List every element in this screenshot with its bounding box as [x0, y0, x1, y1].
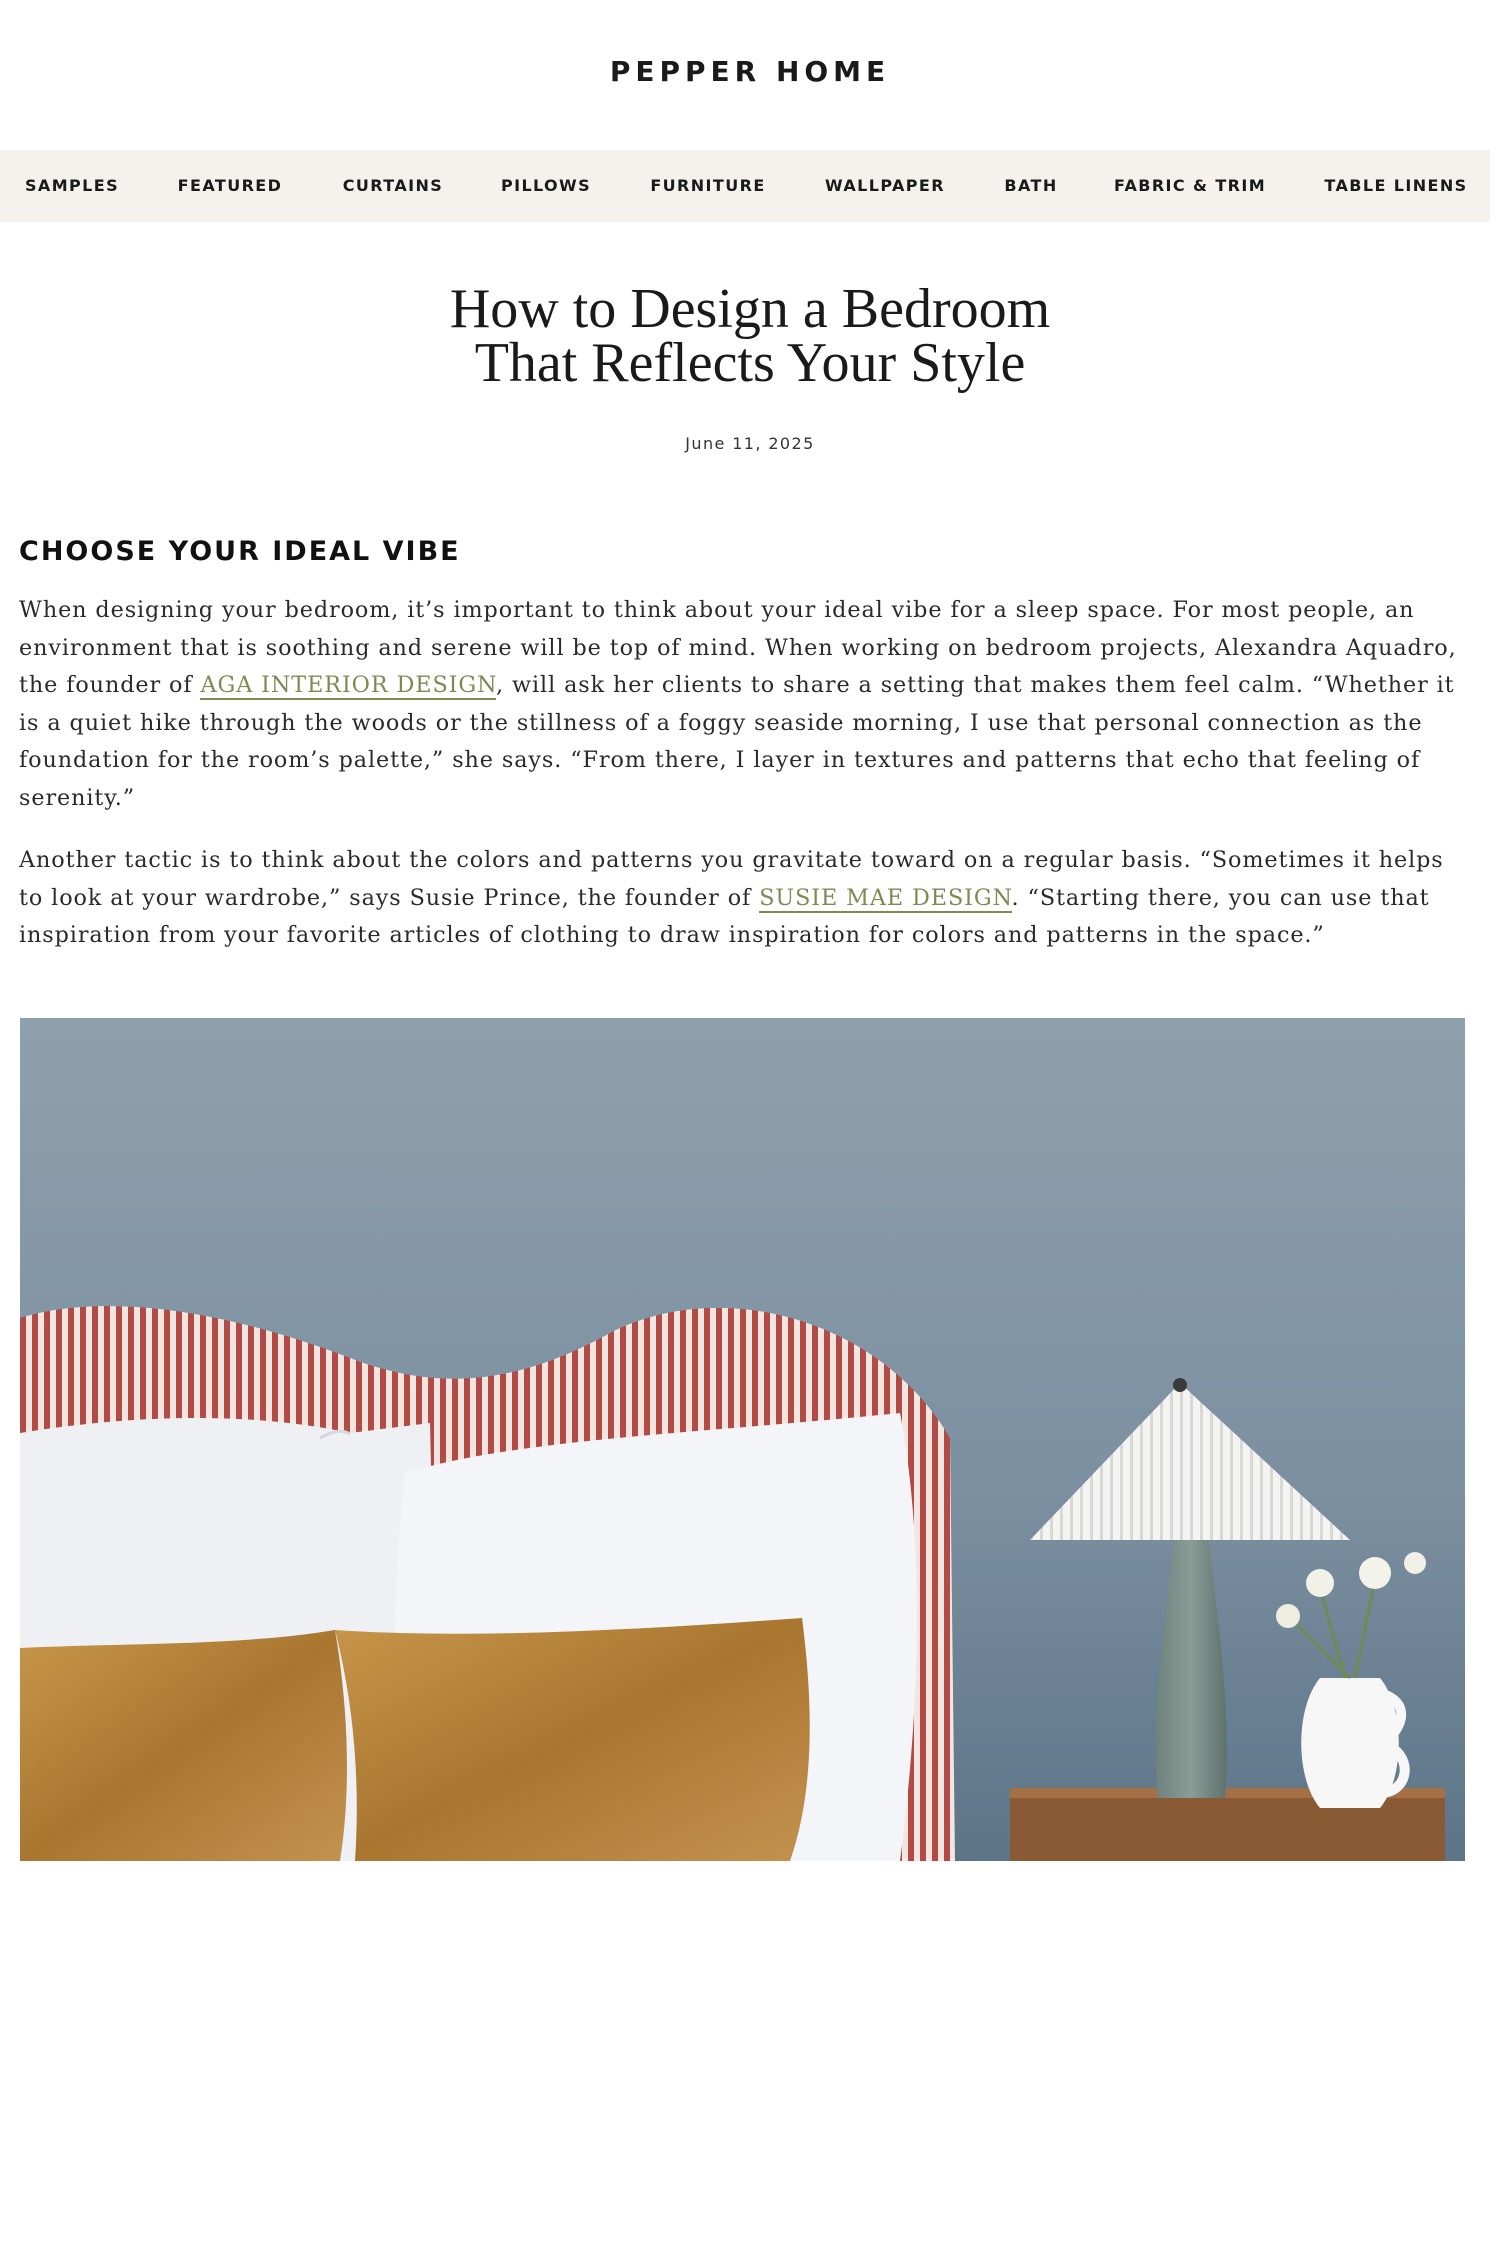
- bedroom-illustration: [20, 1018, 1465, 1861]
- nav-item-wallpaper[interactable]: WALLPAPER: [825, 176, 945, 195]
- nav-item-bath[interactable]: BATH: [1004, 176, 1058, 195]
- nav-item-samples[interactable]: SAMPLES: [24, 176, 120, 195]
- nav-item-fabric-trim[interactable]: FABRIC & TRIM: [1113, 176, 1267, 195]
- paragraph-2-text-a: Another tactic is to think about the colors and patterns you gravitate toward on a regular basis. “Sometimes it helps to look at your wardrobe,” says Susie Prince, the founder of: [19, 847, 1444, 911]
- velvet-pillow-right: [335, 1618, 810, 1861]
- nav-item-featured[interactable]: FEATURED: [177, 176, 283, 195]
- page-title: [0, 278, 1500, 394]
- section-heading: CHOOSE YOUR IDEAL VIBE: [19, 536, 461, 567]
- paragraph-2-text-b: . “Starting there, you can use that inspiration from your favorite articles of clothing to draw inspiration for colors and patterns in the space.”: [19, 884, 1430, 948]
- bedroom-photo: [20, 1018, 1465, 1861]
- paragraph-1: [19, 592, 1464, 817]
- main-nav: [0, 150, 1490, 222]
- nav-item-curtains[interactable]: CURTAINS: [342, 176, 444, 195]
- brand-logo[interactable]: PEPPER HOME: [609, 55, 891, 88]
- nav-item-table-linens[interactable]: TABLE LINENS: [1324, 176, 1468, 195]
- velvet-pillow-left: [20, 1630, 347, 1861]
- susie-mae-design-link[interactable]: SUSIE MAE DESIGN: [759, 884, 1012, 911]
- paragraph-2: [19, 842, 1464, 955]
- nav-item-furniture[interactable]: FURNITURE: [650, 176, 766, 195]
- paragraph-1-text-b: , will ask her clients to share a setting that makes them feel calm. “Whether it is a quiet hike through the woods or the stillness of a foggy seaside morning, I use that personal connection as the foundation for the room’s palette,” she says. “From there, I layer in textures and patterns that echo that feeling of serenity.”: [19, 672, 1455, 811]
- aga-interior-design-link[interactable]: AGA INTERIOR DESIGN: [200, 672, 497, 698]
- nav-item-pillows[interactable]: PILLOWS: [500, 176, 592, 195]
- title-line-1: How to Design a Bedroom: [449, 278, 1051, 340]
- publish-date: June 11, 2025: [685, 434, 815, 453]
- title-line-2: That Reflects Your Style: [474, 332, 1026, 394]
- paragraph-1-text-a: When designing your bedroom, it’s important to think about your ideal vibe for a sleep space. For most people, an environment that is soothing and serene will be top of mind. When working on bedroom projects, Alexandra Aquadro, the founder of: [19, 597, 1457, 698]
